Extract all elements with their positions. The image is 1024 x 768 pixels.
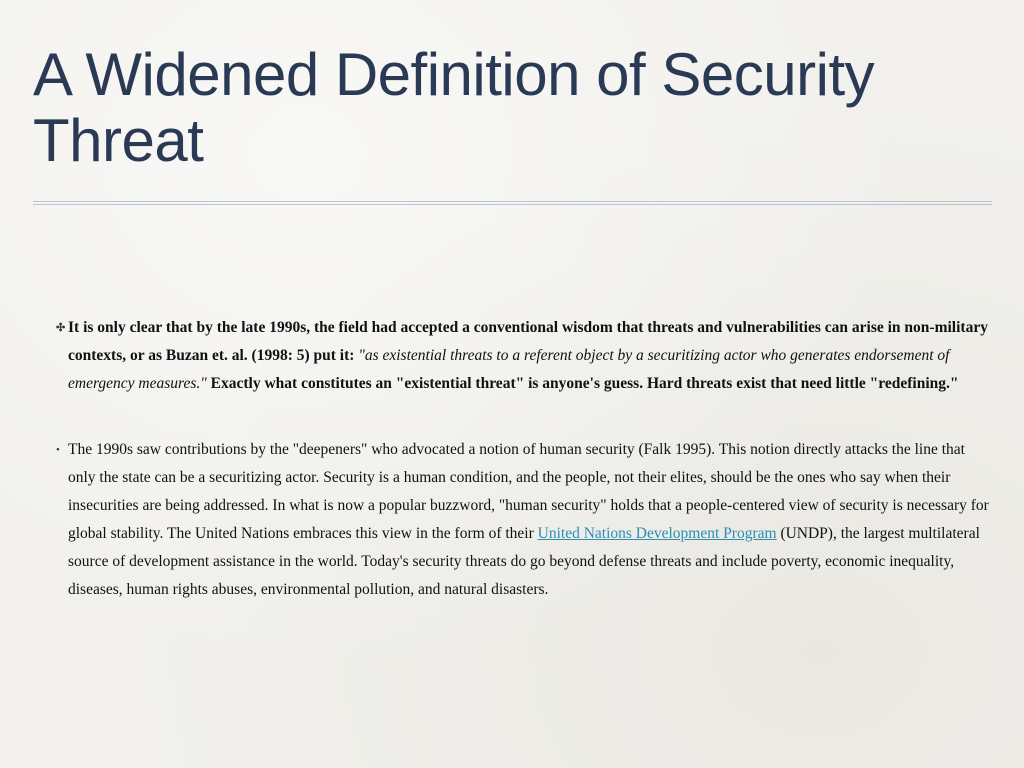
bullet-1-quote: "as existential threats to a referent object by a securitizing actor who generates endorsement of emergency measures." — [68, 347, 950, 392]
bullet-1-text-after: Exactly what constitutes an "existential threat" is anyone's guess. Hard threats exist that need little "redefining." — [206, 375, 959, 392]
bullet-item-2 — [55, 436, 995, 604]
title-divider — [33, 201, 992, 205]
bullet-1-text: It is only clear that by the late 1990s, the field had accepted a conventional wisdom that threats and vulnerabilities can arise in non-military contexts, or as Buzan et. al. (1998: 5) put it: — [68, 319, 988, 364]
bullet-dot-icon: • — [56, 444, 60, 456]
slide-title: A Widened Definition of Security Threat — [33, 41, 875, 174]
bullet-2-text: The 1990s saw contributions by the "deepeners" who advocated a notion of human security (Falk 1995). This notion directly attacks the line that only the state can be a securitizing actor. Security is a human condition, and the people, not their elites, should be the ones who say when their insecurities are being addressed. In what is now a popular buzzword, "human security" holds that a people-centered view of security is necessary for global stability. The United Nations embraces this view in the form of their — [68, 441, 989, 542]
bullet-marker-icon: ✣ — [56, 322, 66, 334]
bullet-item-1 — [55, 314, 995, 398]
undp-link[interactable]: United Nations Development Program — [537, 525, 777, 542]
bullet-2-text-after: (UNDP), the largest multilateral source of development assistance in the world. Today's security threats do go beyond defense threats and include poverty, economic inequality, diseases, human rights abuses, environmental pollution, and natural disasters. — [68, 525, 980, 598]
slide-body — [55, 314, 995, 604]
